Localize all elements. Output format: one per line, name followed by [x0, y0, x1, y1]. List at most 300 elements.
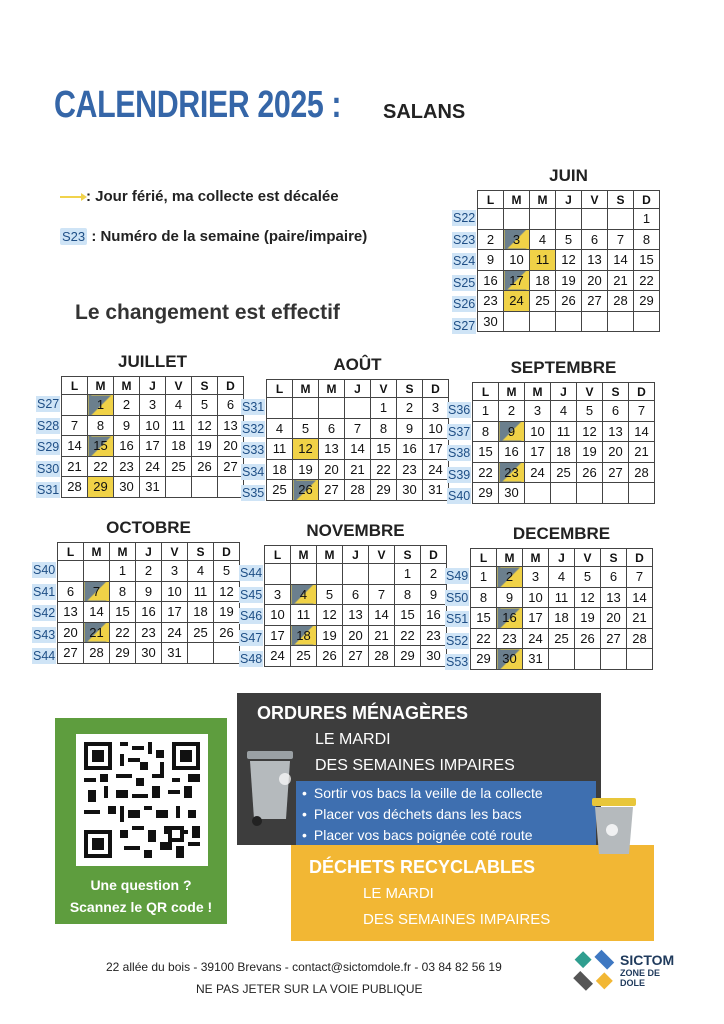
day-cell	[627, 649, 653, 670]
day-cell: 24	[265, 646, 291, 667]
day-header: J	[556, 191, 582, 209]
day-header: L	[267, 380, 293, 398]
day-cell: 5	[214, 561, 240, 582]
day-cell: 5	[293, 418, 319, 439]
day-cell: 3	[265, 584, 291, 605]
day-header: J	[343, 546, 369, 564]
day-cell: 25	[188, 622, 214, 643]
day-cell: 18	[291, 625, 317, 646]
day-cell: 16	[114, 436, 140, 457]
day-cell: 3	[140, 395, 166, 416]
day-cell: 20	[601, 608, 627, 629]
day-cell: 19	[575, 608, 601, 629]
day-cell	[478, 209, 504, 230]
day-cell: 13	[601, 587, 627, 608]
day-header: M	[114, 377, 140, 395]
qr-code-icon[interactable]	[76, 734, 208, 866]
day-cell: 9	[478, 250, 504, 271]
week-number: S49	[446, 569, 469, 583]
day-cell: 2	[499, 401, 525, 422]
day-header: L	[265, 546, 291, 564]
day-cell	[530, 209, 556, 230]
sictom-logo	[570, 948, 680, 996]
day-cell: 17	[504, 270, 530, 291]
day-header: S	[601, 549, 627, 567]
calendar-grid	[472, 382, 655, 504]
day-cell: 23	[114, 456, 140, 477]
day-cell: 19	[577, 442, 603, 463]
day-cell: 4	[549, 567, 575, 588]
day-cell	[343, 564, 369, 585]
day-cell: 11	[188, 581, 214, 602]
day-cell: 6	[343, 584, 369, 605]
day-cell: 22	[473, 462, 499, 483]
day-cell: 26	[577, 462, 603, 483]
yellow-arrow-icon	[60, 196, 82, 198]
day-cell: 27	[58, 643, 84, 664]
day-cell	[369, 564, 395, 585]
week-number: S47	[240, 630, 263, 645]
day-cell: 22	[471, 628, 497, 649]
day-cell: 26	[575, 628, 601, 649]
qr-panel	[55, 718, 227, 924]
day-cell: 20	[218, 436, 244, 457]
calendar-grid	[57, 542, 240, 664]
day-cell	[551, 483, 577, 504]
day-cell: 29	[634, 291, 660, 312]
day-cell	[166, 477, 192, 498]
day-cell: 25	[267, 480, 293, 501]
day-header: L	[58, 543, 84, 561]
day-cell: 9	[497, 587, 523, 608]
day-cell	[317, 564, 343, 585]
week-number: S22	[453, 211, 476, 225]
day-cell: 16	[499, 442, 525, 463]
day-header: J	[140, 377, 166, 395]
day-header: M	[504, 191, 530, 209]
day-cell: 30	[497, 649, 523, 670]
change-notice: Le changement est effectif	[75, 301, 340, 324]
day-cell	[634, 311, 660, 332]
day-header: M	[499, 383, 525, 401]
day-header: M	[530, 191, 556, 209]
day-cell: 21	[84, 622, 110, 643]
day-header: D	[214, 543, 240, 561]
week-number: S42	[33, 606, 56, 620]
day-cell: 14	[627, 587, 653, 608]
calendar-grid	[264, 545, 447, 667]
day-cell	[556, 209, 582, 230]
day-cell: 23	[136, 622, 162, 643]
week-number: S24	[453, 254, 476, 268]
day-cell: 1	[395, 564, 421, 585]
day-cell: 31	[162, 643, 188, 664]
day-cell: 30	[397, 480, 423, 501]
day-cell: 27	[603, 462, 629, 483]
day-cell: 27	[319, 480, 345, 501]
day-header: M	[88, 377, 114, 395]
day-cell: 22	[395, 625, 421, 646]
day-cell: 26	[317, 646, 343, 667]
day-cell: 5	[192, 395, 218, 416]
day-header: M	[291, 546, 317, 564]
day-header: V	[166, 377, 192, 395]
day-cell	[188, 643, 214, 664]
day-cell: 17	[523, 608, 549, 629]
day-cell: 7	[608, 229, 634, 250]
tip-item: • Sortir vos bacs la veille de la collecte	[296, 783, 596, 804]
day-cell: 18	[551, 442, 577, 463]
day-cell	[603, 483, 629, 504]
day-cell: 10	[523, 587, 549, 608]
day-cell: 13	[582, 250, 608, 271]
week-number: S23	[453, 232, 476, 247]
day-cell	[345, 398, 371, 419]
month-name: NOVEMBRE	[306, 521, 405, 540]
day-cell: 22	[88, 456, 114, 477]
day-cell	[192, 477, 218, 498]
calendar-grid	[470, 548, 653, 670]
week-number: S38	[448, 446, 471, 460]
week-number: S48	[240, 652, 263, 666]
day-cell: 16	[497, 608, 523, 629]
day-cell: 12	[575, 587, 601, 608]
day-header: M	[293, 380, 319, 398]
footer-address: 22 allée du bois - 39100 Brevans - contact@sictomdole.fr - 03 84 82 56 19	[106, 960, 502, 974]
day-cell: 10	[265, 605, 291, 626]
day-cell: 23	[397, 459, 423, 480]
legend-week-text: : Numéro de la semaine (paire/impaire)	[91, 228, 368, 245]
day-header: M	[317, 546, 343, 564]
day-cell: 9	[397, 418, 423, 439]
day-cell: 21	[62, 456, 88, 477]
day-header: S	[395, 546, 421, 564]
day-cell: 2	[478, 229, 504, 250]
day-cell: 17	[423, 439, 449, 460]
day-cell	[530, 311, 556, 332]
week-number: S43	[33, 627, 56, 642]
day-cell: 13	[58, 602, 84, 623]
week-number: S45	[240, 587, 263, 602]
day-cell: 18	[549, 608, 575, 629]
day-cell: 10	[504, 250, 530, 271]
day-cell: 25	[549, 628, 575, 649]
day-cell: 27	[343, 646, 369, 667]
day-header: J	[136, 543, 162, 561]
day-header: M	[497, 549, 523, 567]
day-header: S	[192, 377, 218, 395]
day-cell: 23	[499, 462, 525, 483]
day-header: M	[110, 543, 136, 561]
day-cell: 14	[84, 602, 110, 623]
day-header: V	[577, 383, 603, 401]
week-number: S25	[453, 275, 476, 290]
recycling-day: LE MARDI	[363, 885, 434, 902]
day-cell: 1	[634, 209, 660, 230]
household-waste-weeks: DES SEMAINES IMPAIRES	[315, 757, 515, 774]
day-cell: 7	[627, 567, 653, 588]
week-number: S27	[453, 318, 476, 333]
day-cell: 5	[575, 567, 601, 588]
day-cell: 23	[497, 628, 523, 649]
day-header: L	[478, 191, 504, 209]
day-cell: 18	[267, 459, 293, 480]
day-cell: 27	[601, 628, 627, 649]
day-cell	[525, 483, 551, 504]
day-header: D	[218, 377, 244, 395]
day-header: S	[608, 191, 634, 209]
day-cell: 4	[530, 229, 556, 250]
day-cell: 22	[371, 459, 397, 480]
day-cell: 1	[110, 561, 136, 582]
day-cell: 2	[136, 561, 162, 582]
day-header: L	[471, 549, 497, 567]
day-cell: 7	[62, 415, 88, 436]
day-cell: 19	[293, 459, 319, 480]
day-cell: 29	[110, 643, 136, 664]
logo-subtitle: ZONE DE DOLE	[620, 968, 661, 988]
day-cell: 31	[140, 477, 166, 498]
day-cell: 18	[166, 436, 192, 457]
day-header: S	[397, 380, 423, 398]
day-cell: 20	[343, 625, 369, 646]
day-cell: 11	[291, 605, 317, 626]
day-cell: 15	[634, 250, 660, 271]
day-cell: 10	[162, 581, 188, 602]
day-cell: 5	[556, 229, 582, 250]
day-cell: 16	[478, 270, 504, 291]
day-header: M	[319, 380, 345, 398]
calendar-grid	[266, 379, 449, 501]
day-cell: 11	[549, 587, 575, 608]
month-name: JUIN	[549, 166, 588, 185]
day-cell: 3	[162, 561, 188, 582]
week-number: S28	[37, 418, 60, 433]
day-cell	[58, 561, 84, 582]
city-name: SALANS	[383, 101, 466, 123]
legend-week	[60, 228, 367, 245]
day-cell: 14	[629, 421, 655, 442]
day-cell: 29	[371, 480, 397, 501]
day-cell: 25	[166, 456, 192, 477]
tip-item: • Placer vos déchets dans les bacs	[296, 804, 596, 825]
day-cell	[575, 649, 601, 670]
day-cell: 1	[471, 567, 497, 588]
week-number: S32	[242, 421, 265, 436]
day-cell: 8	[471, 587, 497, 608]
day-cell	[319, 398, 345, 419]
day-cell	[582, 311, 608, 332]
day-cell: 24	[140, 456, 166, 477]
day-cell: 12	[317, 605, 343, 626]
day-cell: 23	[478, 291, 504, 312]
day-cell	[504, 209, 530, 230]
tip-item: • Placer vos bacs poignée coté route	[296, 825, 596, 846]
day-cell: 6	[603, 401, 629, 422]
day-cell	[629, 483, 655, 504]
sictom-logo-icon	[570, 948, 616, 994]
day-cell: 4	[291, 584, 317, 605]
week-number: S31	[242, 400, 265, 414]
week-number: S36	[448, 403, 471, 417]
day-cell: 19	[214, 602, 240, 623]
day-cell: 16	[136, 602, 162, 623]
day-cell: 26	[214, 622, 240, 643]
day-cell: 15	[471, 608, 497, 629]
day-cell: 12	[214, 581, 240, 602]
day-cell: 8	[473, 421, 499, 442]
week-number: S53	[446, 655, 469, 669]
day-cell: 28	[369, 646, 395, 667]
week-number: S31	[37, 483, 60, 497]
day-cell	[582, 209, 608, 230]
day-header: V	[371, 380, 397, 398]
day-cell: 21	[627, 608, 653, 629]
day-cell: 8	[88, 415, 114, 436]
day-cell: 29	[395, 646, 421, 667]
day-cell: 27	[218, 456, 244, 477]
day-cell: 28	[84, 643, 110, 664]
week-number: S40	[33, 563, 56, 577]
day-cell	[291, 564, 317, 585]
day-cell	[267, 398, 293, 419]
day-cell: 10	[423, 418, 449, 439]
week-number: S41	[33, 584, 56, 599]
day-cell: 4	[551, 401, 577, 422]
day-cell: 28	[629, 462, 655, 483]
recycling-title: DÉCHETS RECYCLABLES	[309, 857, 536, 877]
day-cell: 1	[88, 395, 114, 416]
month-name: SEPTEMBRE	[510, 358, 617, 377]
day-cell	[549, 649, 575, 670]
day-header: V	[582, 191, 608, 209]
day-cell: 30	[499, 483, 525, 504]
day-cell: 9	[114, 415, 140, 436]
day-cell: 17	[162, 602, 188, 623]
day-cell: 8	[395, 584, 421, 605]
week-number: S37	[448, 424, 471, 439]
week-number: S33	[242, 443, 265, 457]
week-number: S50	[446, 590, 469, 605]
day-cell	[608, 209, 634, 230]
day-cell: 30	[478, 311, 504, 332]
day-cell: 22	[634, 270, 660, 291]
day-cell: 15	[371, 439, 397, 460]
day-cell: 13	[218, 415, 244, 436]
day-cell: 28	[345, 480, 371, 501]
day-cell: 13	[319, 439, 345, 460]
day-cell: 8	[634, 229, 660, 250]
day-header: D	[634, 191, 660, 209]
collection-tips	[296, 781, 596, 847]
day-cell: 20	[58, 622, 84, 643]
day-header: J	[551, 383, 577, 401]
day-cell: 29	[88, 477, 114, 498]
day-header: V	[369, 546, 395, 564]
calendar-grid	[477, 190, 660, 332]
day-cell: 27	[582, 291, 608, 312]
day-cell: 17	[265, 625, 291, 646]
day-header: J	[345, 380, 371, 398]
day-cell: 1	[473, 401, 499, 422]
day-cell: 15	[88, 436, 114, 457]
day-cell: 26	[293, 480, 319, 501]
day-header: M	[84, 543, 110, 561]
day-cell: 6	[58, 581, 84, 602]
day-cell: 21	[629, 442, 655, 463]
day-cell: 2	[497, 567, 523, 588]
day-cell: 2	[114, 395, 140, 416]
day-cell: 8	[371, 418, 397, 439]
day-cell: 15	[110, 602, 136, 623]
day-cell: 30	[114, 477, 140, 498]
day-cell: 13	[603, 421, 629, 442]
recycling-weeks: DES SEMAINES IMPAIRES	[363, 911, 551, 928]
day-cell: 20	[603, 442, 629, 463]
day-cell: 14	[369, 605, 395, 626]
day-cell: 7	[629, 401, 655, 422]
qr-caption	[55, 874, 227, 918]
week-number: S40	[448, 489, 471, 503]
day-cell: 6	[319, 418, 345, 439]
legend-holiday-text: : Jour férié, ma collecte est décalée	[86, 188, 339, 205]
day-cell: 14	[608, 250, 634, 271]
day-cell: 14	[345, 439, 371, 460]
qr-caption-line2: Scannez le QR code !	[69, 899, 213, 915]
day-cell: 15	[395, 605, 421, 626]
day-cell: 24	[423, 459, 449, 480]
day-cell: 5	[317, 584, 343, 605]
day-cell: 6	[582, 229, 608, 250]
day-cell: 19	[192, 436, 218, 457]
week-number: S34	[242, 464, 265, 479]
day-cell: 12	[556, 250, 582, 271]
week-number: S35	[242, 486, 265, 500]
day-cell: 20	[319, 459, 345, 480]
day-cell: 25	[530, 291, 556, 312]
day-cell: 17	[140, 436, 166, 457]
day-cell: 3	[525, 401, 551, 422]
day-cell: 11	[530, 250, 556, 271]
page-title: CALENDRIER 2025 :	[54, 84, 342, 126]
day-cell: 19	[556, 270, 582, 291]
day-cell	[601, 649, 627, 670]
day-cell: 21	[608, 270, 634, 291]
day-cell: 31	[423, 480, 449, 501]
day-header: J	[549, 549, 575, 567]
day-cell: 2	[397, 398, 423, 419]
day-cell	[84, 561, 110, 582]
qr-caption-line1: Une question ?	[90, 877, 192, 893]
day-cell: 3	[423, 398, 449, 419]
day-cell: 25	[291, 646, 317, 667]
calendar-grid	[61, 376, 244, 498]
day-cell: 10	[140, 415, 166, 436]
day-header: S	[603, 383, 629, 401]
week-number: S52	[446, 633, 469, 648]
week-number: S46	[240, 609, 263, 623]
day-cell: 23	[421, 625, 447, 646]
day-cell: 24	[162, 622, 188, 643]
day-cell	[218, 477, 244, 498]
week-number: S27	[37, 397, 60, 411]
day-cell	[504, 311, 530, 332]
day-cell: 4	[188, 561, 214, 582]
day-header: S	[188, 543, 214, 561]
legend-holiday	[60, 188, 339, 205]
day-cell: 11	[267, 439, 293, 460]
legend-week-tag: S23	[62, 229, 86, 244]
